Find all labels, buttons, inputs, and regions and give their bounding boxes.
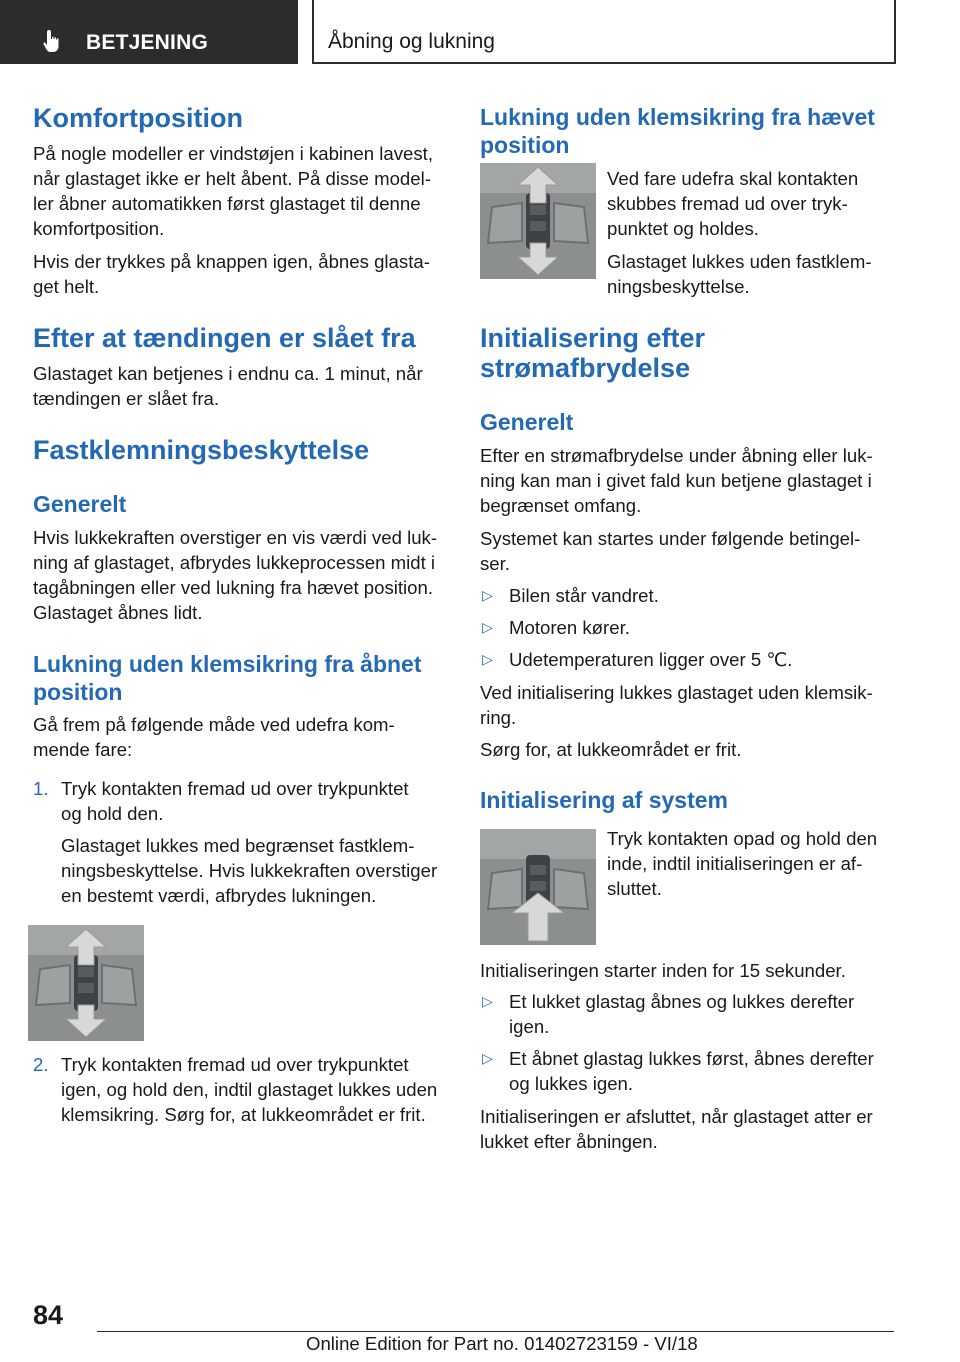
bullet-item: Bilen står vandret.	[509, 585, 659, 606]
haevet-paragraph-1: Ved fare udefra skal kontakten skubbes fremad ud over tryk‐ punktet og holdes.	[607, 168, 859, 239]
bullet-marker: ▷	[482, 993, 493, 1009]
bullet-marker: ▷	[482, 1050, 493, 1066]
step-1-subtext: Glastaget lukkes med begrænset fastklem‐ ningsbeskyttelse. Hvis lukkekraften overstiger en bestemt værdi, afbrydes lukningen.	[61, 835, 438, 906]
footer-divider	[97, 1331, 894, 1332]
switch-push-forward-illustration-right	[480, 163, 596, 279]
initialisering-strom-heading: Initialisering efter strømafbrydelse	[480, 323, 706, 383]
generelt-paragraph-right: Efter en strømafbrydelse under åbning eller luk‐ ning kan man i givet fald kun betjene glastaget i begrænset omfang.	[480, 445, 873, 516]
bullet-item: Motoren kører.	[509, 617, 630, 638]
bullet-item: Et åbnet glastag lukkes først, åbnes derefter og lukkes igen.	[509, 1048, 874, 1094]
edition-text: Online Edition for Part no. 01402723159 - VI/18	[306, 1333, 698, 1354]
hand-pointer-icon	[40, 28, 66, 54]
page-title: Åbning og lukning	[328, 30, 495, 53]
komfort-paragraph-2: Hvis der trykkes på knappen igen, åbnes glasta‐ get helt.	[33, 251, 430, 297]
step-1-text: Tryk kontakten fremad ud over trykpunktet og hold den.	[61, 778, 409, 824]
generelt-heading-left: Generelt	[33, 491, 127, 517]
lukning-haevet-heading: Lukning uden klemsikring fra hævet position	[480, 104, 875, 158]
page-number: 84	[33, 1300, 64, 1330]
efter-heading: Efter at tændingen er slået fra	[33, 323, 416, 353]
sorg-paragraph: Sørg for, at lukkeområdet er frit.	[480, 739, 742, 760]
initialisering-system-heading: Initialisering af system	[480, 787, 728, 813]
switch-push-up-illustration	[480, 829, 596, 945]
starter-paragraph: Initialiseringen starter inden for 15 sekunder.	[480, 960, 846, 981]
fastklemning-heading: Fastklemningsbeskyttelse	[33, 435, 370, 465]
afsluttet-paragraph: Initialiseringen er afsluttet, når glastaget atter er lukket efter åbningen.	[480, 1106, 873, 1152]
step-2-text: Tryk kontakten fremad ud over trykpunktet igen, og hold den, indtil glastaget lukkes uden klemsikring. Sørg for, at lukkeområdet er frit.	[61, 1054, 438, 1125]
section-label: BETJENING	[86, 31, 208, 54]
bullet-marker: ▷	[482, 619, 493, 635]
switch-push-forward-illustration-left	[28, 925, 144, 1041]
generelt-paragraph-left: Hvis lukkekraften overstiger en vis værdi ved luk‐ ning af glastaget, afbrydes lukkeprocessen midt i tagåbningen eller ved lukning fra hævet position. Glastaget åbnes lidt.	[33, 527, 438, 623]
bullet-marker: ▷	[482, 651, 493, 667]
generelt-heading-right: Generelt	[480, 409, 574, 435]
step-1-number: 1.	[33, 778, 49, 799]
init-paragraph: Ved initialisering lukkes glastaget uden klemsik‐ ring.	[480, 682, 873, 728]
system-paragraph: Systemet kan startes under følgende betingel‐ ser.	[480, 528, 861, 574]
efter-paragraph: Glastaget kan betjenes i endnu ca. 1 minut, når tændingen er slået fra.	[33, 363, 423, 409]
bullet-item: Et lukket glastag åbnes og lukkes derefter igen.	[509, 991, 855, 1037]
bullet-item: Udetemperaturen ligger over 5 ℃.	[509, 649, 793, 670]
step-2-number: 2.	[33, 1054, 49, 1075]
komfort-heading: Komfortposition	[33, 103, 243, 133]
page-title-box	[312, 0, 896, 64]
bullet-marker: ▷	[482, 587, 493, 603]
system-init-paragraph: Tryk kontakten opad og hold den inde, indtil initialiseringen er af‐ sluttet.	[607, 828, 878, 899]
lukning-aabnet-heading: Lukning uden klemsikring fra åbnet position	[33, 651, 422, 705]
komfort-paragraph-1: På nogle modeller er vindstøjen i kabinen lavest, når glastaget ikke er helt åbent. På disse model‐ ler åbner automatikken først glastaget til denne komfortposition.	[33, 143, 433, 239]
lukning-intro: Gå frem på følgende måde ved udefra kom‐ mende fare:	[33, 714, 395, 760]
haevet-paragraph-2: Glastaget lukkes uden fastklem‐ ningsbeskyttelse.	[607, 251, 872, 297]
section-tab	[0, 0, 298, 64]
